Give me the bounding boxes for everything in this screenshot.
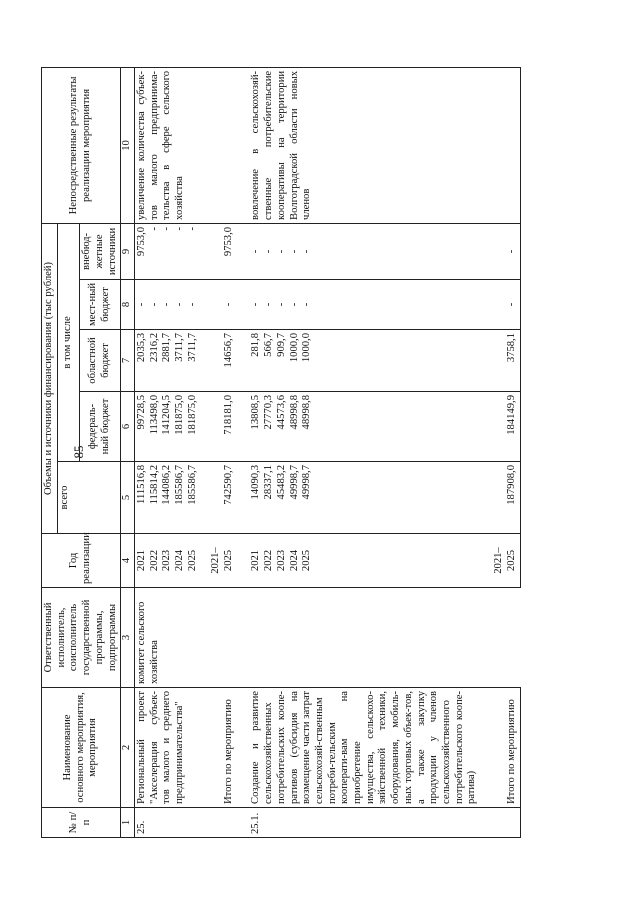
row-total: 742590,7: [200, 462, 236, 534]
row-name: Итого по мероприятию: [200, 688, 236, 808]
row-extra: -: [480, 223, 520, 279]
row-result: [480, 67, 520, 223]
row-extra: 9753,0 - - - -: [134, 223, 200, 279]
table-row-total: [200, 67, 236, 837]
row-years: 2021–2025: [480, 534, 520, 588]
index-cell: 9: [121, 223, 135, 279]
row-extra: - - - - -: [236, 223, 480, 279]
header-local: мест-ный бюджет: [80, 280, 121, 330]
row-total: 187908,0: [480, 462, 520, 534]
header-name: Наименование основного мероприятия, мероприятия: [42, 688, 121, 808]
table-row: [236, 67, 480, 837]
row-years: 2021–2025: [200, 534, 236, 588]
row-total: 111516,8 115814,2 144086,2 185586,7 185586,7: [134, 462, 200, 534]
row-federal: 99728,5 113498,0 141204,5 181875,0 181875,0: [134, 392, 200, 462]
index-cell: 10: [121, 67, 135, 223]
row-regional: 3758,1: [480, 330, 520, 392]
row-no: 25.: [134, 808, 200, 838]
row-name: Создание и развитие сельскохозяйственных потребительских коопе-ративов (субсидия на возмещение части затрат сельскохозяй-ственным потреби-тельским кооперати-вам на приобретение имущества, сельскохо-зяйственной техники, оборудования, мобиль-ных торговых объек-тов, а также закупку продукции у членов сельскохозяйственного потребительского коопе-ратива): [236, 688, 480, 808]
header-year: Год реализации: [42, 534, 121, 588]
index-cell: 8: [121, 280, 135, 330]
row-result: увеличение количества субъек-тов малого предпринима-тельства в сфере сельского хозяйства: [134, 67, 200, 223]
index-cell: 2: [121, 688, 135, 808]
row-federal: 184149,9: [480, 392, 520, 462]
row-local: -: [200, 280, 236, 330]
header-extra: внебюд-жетные источники: [80, 223, 121, 279]
header-no: № п/п: [42, 808, 121, 838]
table-row: [134, 67, 200, 837]
row-name: Региональный проект "Акселерация субъек-тов малого и среднего предпринимательства": [134, 688, 200, 808]
index-cell: 5: [121, 462, 135, 534]
row-no: [480, 808, 520, 838]
table-row-total: [480, 67, 520, 837]
row-no: [200, 808, 236, 838]
row-regional: 281,8 566,7 909,7 1000,0 1000,0: [236, 330, 480, 392]
row-federal: 718181,0: [200, 392, 236, 462]
index-cell: 1: [121, 808, 135, 838]
row-regional: 14656,7: [200, 330, 236, 392]
page-number: 85: [71, 445, 86, 459]
row-result: [200, 67, 236, 223]
header-regional: областной бюджет: [80, 330, 121, 392]
row-name: Итого по мероприятию: [480, 688, 520, 808]
row-executor: комитет сельского хозяйства: [134, 588, 520, 688]
row-federal: 13808,5 27770,3 44573,6 48998,8 48998,8: [236, 392, 480, 462]
header-funding: Объемы и источники финансирования (тыс рублей): [42, 223, 58, 533]
row-no: 25.1.: [236, 808, 480, 838]
row-local: - - - - -: [134, 280, 200, 330]
index-cell: 4: [121, 534, 135, 588]
header-result: Непосредственные результаты реализации мероприятия: [42, 67, 121, 223]
row-local: -: [480, 280, 520, 330]
row-years: 2021 2022 2023 2024 2025: [134, 534, 200, 588]
index-cell: 6: [121, 392, 135, 462]
index-cell: 7: [121, 330, 135, 392]
row-years: 2021 2022 2023 2024 2025: [236, 534, 480, 588]
row-total: 14090,3 28337,1 45483,2 49998,7 49998,7: [236, 462, 480, 534]
row-local: - - - - -: [236, 280, 480, 330]
header-including: в том числе: [57, 223, 79, 461]
header-federal: федераль-ный бюджет: [80, 392, 121, 462]
header-total: всего: [57, 462, 121, 534]
row-result: вовлечение в сельскохозяй-ственные потребительские кооперативы на территории Волгоградской области новых членов: [236, 67, 480, 223]
index-cell: 3: [121, 588, 135, 688]
header-executor: Ответственный исполнитель, соисполнитель государственной программы, подпрограммы: [42, 588, 121, 688]
row-regional: 2035,3 2316,2 2881,7 3711,7 3711,7: [134, 330, 200, 392]
rotated-sheet: [41, 68, 599, 838]
funding-table: [41, 67, 521, 838]
row-extra: 9753,0: [200, 223, 236, 279]
